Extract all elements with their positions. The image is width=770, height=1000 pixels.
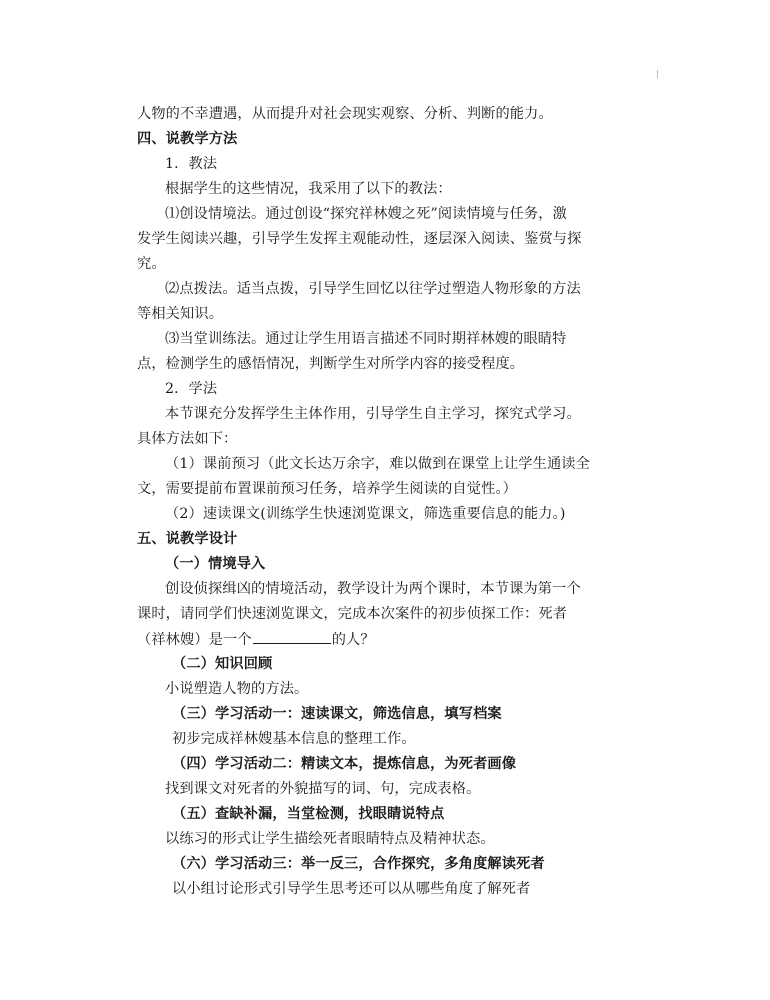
step-heading: （二）知识回顾 bbox=[172, 656, 273, 672]
step-heading: （五）查缺补漏，当堂检测，找眼睛说特点 bbox=[172, 806, 445, 822]
body-text-line: 根据学生的这些情况，我采用了以下的教法： bbox=[165, 181, 452, 197]
step-heading: （四）学习活动二：精读文本，提炼信息，为死者画像 bbox=[172, 756, 517, 772]
step-heading: （三）学习活动一：速读课文，筛选信息，填写档案 bbox=[172, 706, 502, 722]
list-item: （2）速读课文(训练学生快速浏览课文，筛选重要信息的能力。) bbox=[165, 506, 566, 522]
subsection-heading: 2．学法 bbox=[165, 381, 218, 397]
fill-in-suffix: 的人？ bbox=[331, 632, 375, 648]
body-text-line: 本节课充分发挥学生主体作用，引导学生自主学习，探究式学习。 bbox=[165, 406, 581, 422]
body-text-line: 以练习的形式让学生描绘死者眼睛特点及精神状态。 bbox=[165, 831, 495, 847]
fill-in-line bbox=[137, 629, 637, 650]
body-text-line: 人物的不幸遭遇，从而提升对社会现实观察、分析、判断的能力。 bbox=[137, 106, 553, 122]
body-text-line: 以小组讨论形式引导学生思考还可以从哪些角度了解死者 bbox=[172, 881, 531, 897]
fill-in-prefix: （祥林嫂）是一个 bbox=[137, 632, 252, 648]
list-item: （1）课前预习（此文长达万余字，难以做到在课堂上让学生通读全 bbox=[165, 456, 590, 472]
body-text-line: 文，需要提前布置课前预习任务，培养学生阅读的自觉性。） bbox=[137, 481, 518, 497]
list-item: ⑴创设情境法。通过创设“探究祥林嫂之死”阅读情境与任务，激 bbox=[165, 206, 567, 222]
body-text-line: 初步完成祥林嫂基本信息的整理工作。 bbox=[172, 731, 416, 747]
body-text-line: 发学生阅读兴趣，引导学生发挥主观能动性，逐层深入阅读、鉴赏与探 bbox=[137, 231, 582, 247]
page-corner-mark bbox=[657, 70, 658, 78]
section-heading: 五、说教学设计 bbox=[137, 531, 238, 547]
body-text-line: 点，检测学生的感悟情况，判断学生对所学内容的接受程度。 bbox=[137, 356, 525, 372]
list-item: ⑶当堂训练法。通过让学生用语言描述不同时期祥林嫂的眼睛特 bbox=[165, 331, 567, 347]
section-heading: 四、说教学方法 bbox=[137, 131, 238, 147]
body-text-line: 创设侦探缉凶的情境活动，教学设计为两个课时，本节课为第一个 bbox=[165, 581, 581, 597]
body-text-line: 课时，请同学们快速浏览课文，完成本次案件的初步侦探工作：死者 bbox=[137, 606, 568, 622]
body-text-line: 具体方法如下： bbox=[137, 431, 238, 447]
answer-blank bbox=[253, 629, 331, 644]
body-text-line: 小说塑造人物的方法。 bbox=[165, 681, 309, 697]
list-item: ⑵点拨法。适当点拨，引导学生回忆以往学过塑造人物形象的方法 bbox=[165, 281, 581, 297]
step-heading: （一）情境导入 bbox=[165, 556, 266, 572]
step-heading: （六）学习活动三：举一反三，合作探究，多角度解读死者 bbox=[172, 856, 545, 872]
body-text-line: 找到课文对死者的外貌描写的词、句，完成表格。 bbox=[165, 781, 481, 797]
body-text-line: 等相关知识。 bbox=[137, 306, 224, 322]
body-text-line: 究。 bbox=[137, 256, 166, 272]
subsection-heading: 1．教法 bbox=[165, 156, 218, 172]
